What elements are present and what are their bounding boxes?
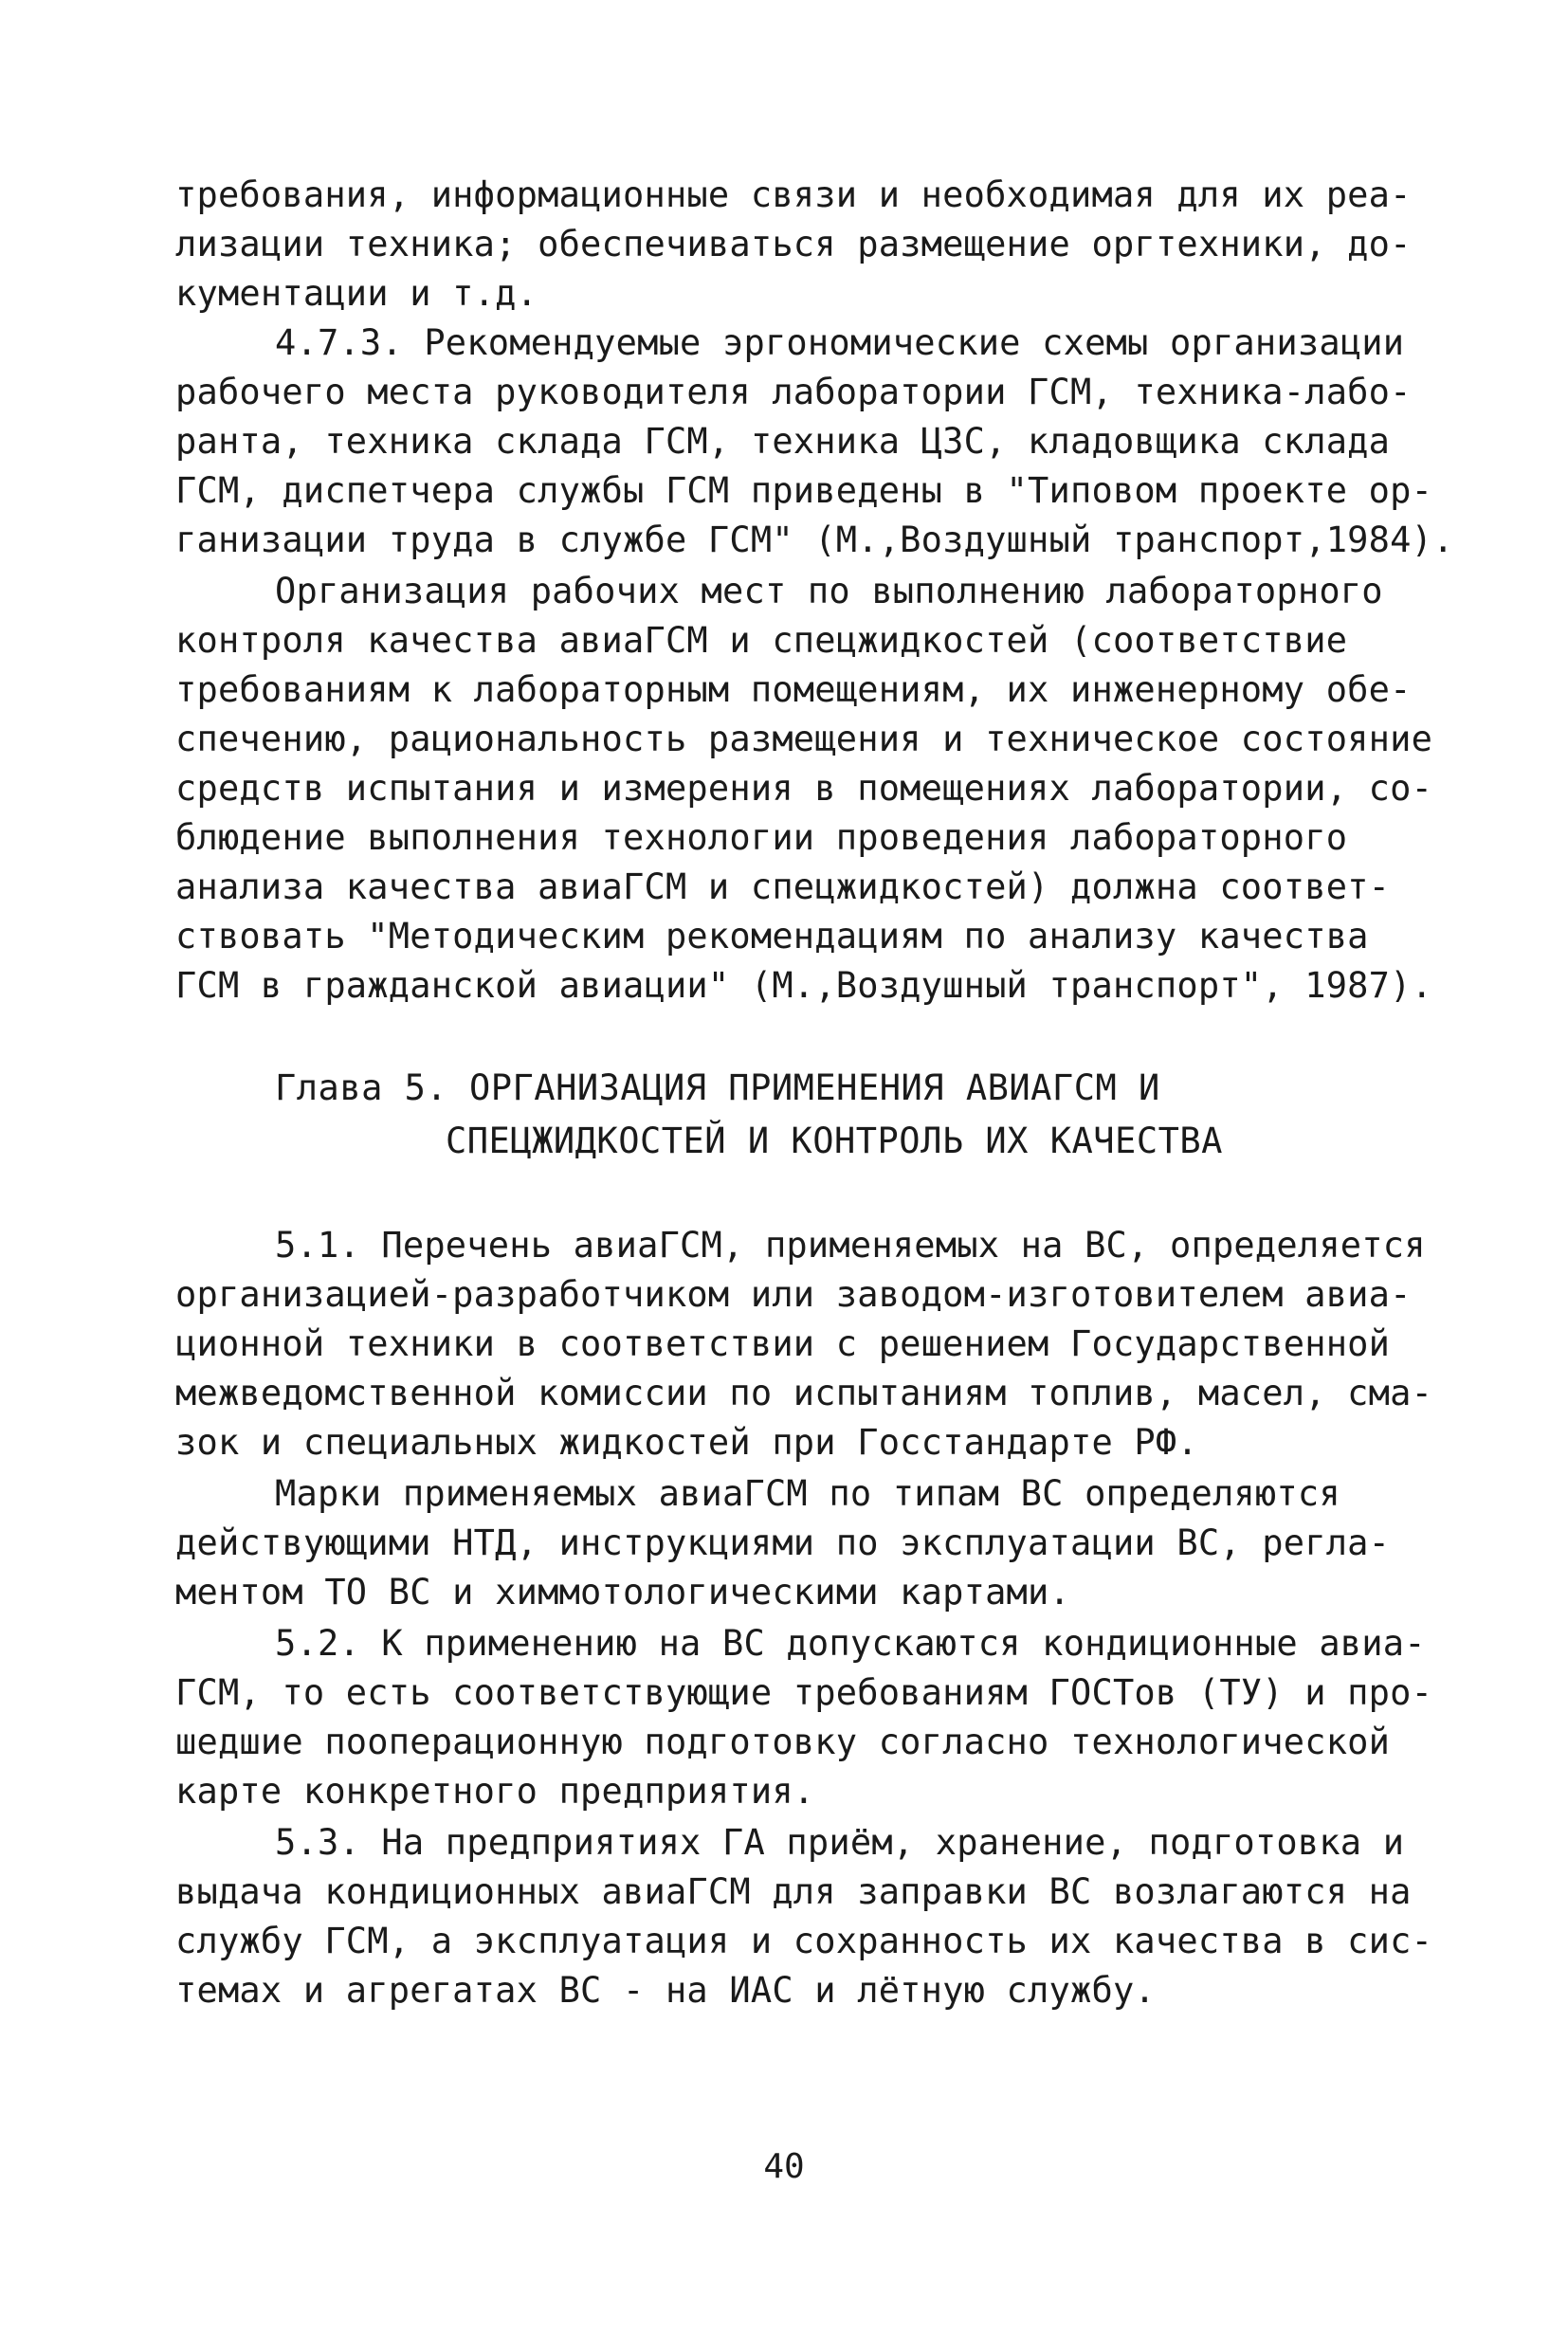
text-line: ранта, техника склада ГСМ, техника ЦЗС, кладовщика склада <box>175 421 1391 462</box>
text-line: ГСМ в гражданской авиации" (М.,Воздушный транспорт", 1987). <box>175 965 1433 1006</box>
text-line: зок и специальных жидкостей при Госстандарте РФ. <box>175 1422 1198 1463</box>
text-line: Организация рабочих мест по выполнению лабораторного <box>275 571 1383 611</box>
text-line: ганизации труда в службе ГСМ" (М.,Воздушный транспорт,1984). <box>175 519 1454 560</box>
text-line: спечению, рациональность размещения и техническое состояние <box>175 719 1433 759</box>
text-line: службу ГСМ, а эксплуатация и сохранность их качества в сис- <box>175 1921 1433 1961</box>
text-line: ствовать "Методическим рекомендациям по анализу качества <box>175 916 1369 957</box>
text-line: действующими НТД, инструкциями по эксплуатации ВС, регла- <box>175 1522 1391 1563</box>
text-line: темах и агрегатах ВС - на ИАС и лётную службу. <box>175 1970 1156 2011</box>
text-line: ГСМ, диспетчера службы ГСМ приведены в "Типовом проекте ор- <box>175 470 1433 511</box>
text-line: ционной техники в соответствии с решением Государственной <box>175 1323 1391 1364</box>
text-line: межведомственной комиссии по испытаниям топлив, масел, сма- <box>175 1373 1433 1413</box>
chapter-title-line-1: Глава 5. ОРГАНИЗАЦИЯ ПРИМЕНЕНИЯ АВИАГСМ И <box>275 1067 1160 1108</box>
text-line: средств испытания и измерения в помещениях лаборатории, со- <box>175 768 1433 809</box>
text-line: Марки применяемых авиаГСМ по типам ВС определяются <box>275 1473 1340 1514</box>
text-line: требованиям к лабораторным помещениям, их инженерному обе- <box>175 669 1412 710</box>
text-line: 4.7.3. Рекомендуемые эргономические схемы организации <box>275 322 1405 363</box>
text-line: рабочего места руководителя лаборатории ГСМ, техника-лабо- <box>175 372 1412 412</box>
page-number: 40 <box>763 2147 805 2186</box>
text-line: ментом ТО ВС и химмотологическими картами. <box>175 1572 1070 1613</box>
text-line: карте конкретного предприятия. <box>175 1771 815 1812</box>
text-line: анализа качества авиаГСМ и спецжидкостей) должна соответ- <box>175 866 1391 907</box>
text-line: выдача кондиционных авиаГСМ для заправки ВС возлагаются на <box>175 1871 1412 1912</box>
text-line: лизации техника; обеспечиваться размещение оргтехники, до- <box>175 224 1412 264</box>
text-line: 5.3. На предприятиях ГА приём, хранение, подготовка и <box>275 1822 1405 1863</box>
text-line: 5.1. Перечень авиаГСМ, применяемых на ВС, определяется <box>275 1225 1426 1266</box>
text-line: контроля качества авиаГСМ и спецжидкостей (соответствие <box>175 620 1348 661</box>
text-line: ГСМ, то есть соответствующие требованиям ГОСТов (ТУ) и про- <box>175 1672 1433 1713</box>
text-line: требования, информационные связи и необходимая для их реа- <box>175 174 1412 215</box>
chapter-title-line-2: СПЕЦЖИДКОСТЕЙ И КОНТРОЛЬ ИХ КАЧЕСТВА <box>446 1121 1223 1161</box>
text-line: кументации и т.д. <box>175 273 538 314</box>
text-line: блюдение выполнения технологии проведения лабораторного <box>175 817 1348 858</box>
text-line: шедшие пооперационную подготовку согласно технологической <box>175 1722 1391 1762</box>
text-line: организацией-разработчиком или заводом-изготовителем авиа- <box>175 1274 1412 1315</box>
text-line: 5.2. К применению на ВС допускаются кондиционные авиа- <box>275 1623 1426 1664</box>
